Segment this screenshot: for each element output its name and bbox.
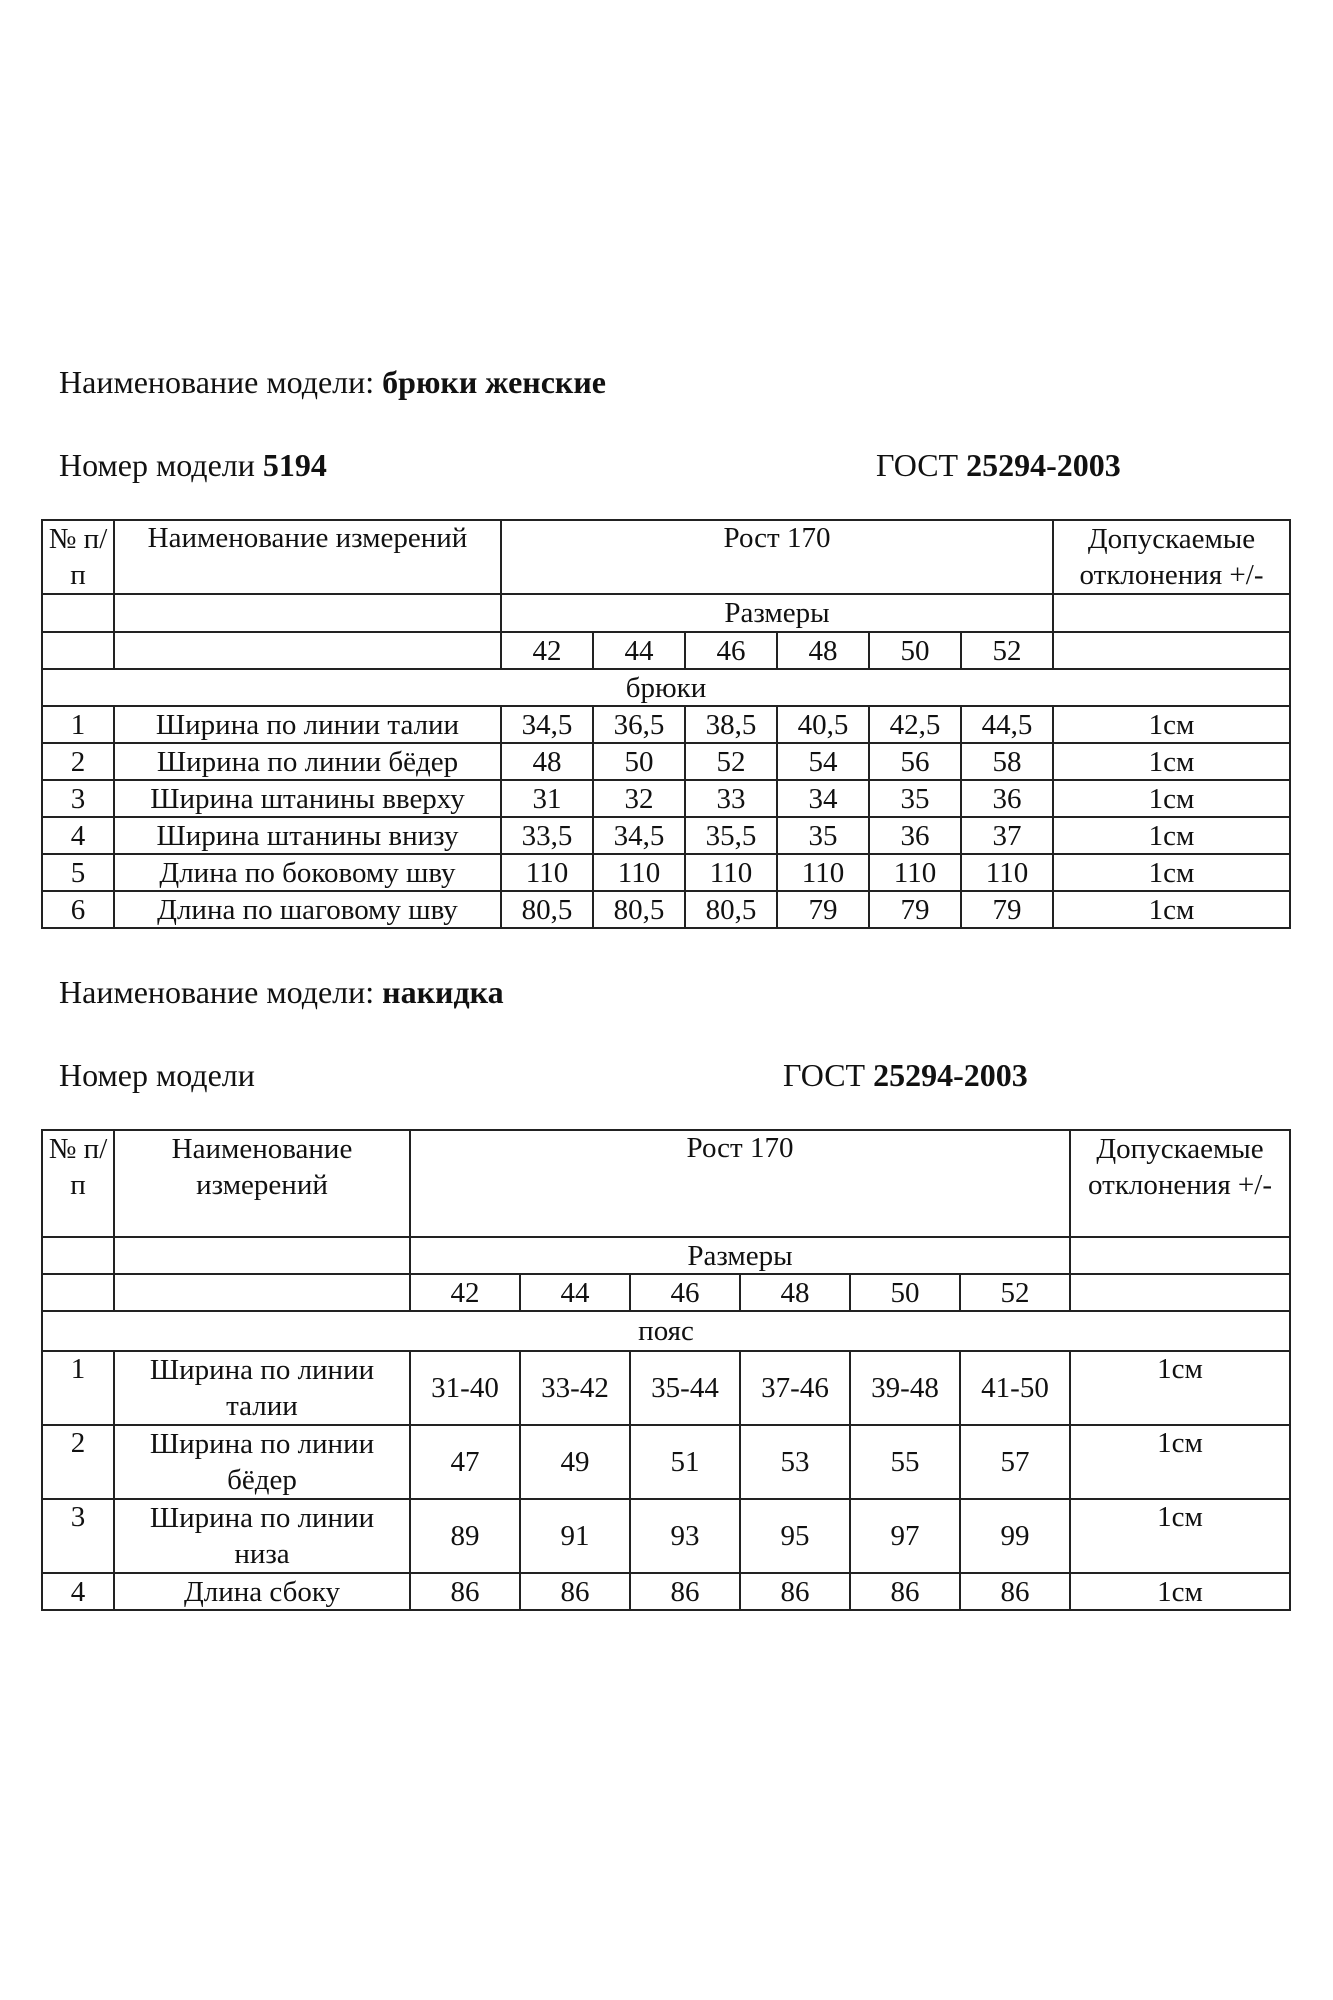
row-number: 1	[42, 1351, 114, 1425]
value-cell: 34,5	[501, 706, 593, 743]
value-cell: 35	[777, 817, 869, 854]
measurement-name: Длина по боковому шву	[114, 854, 501, 891]
value-cell: 79	[961, 891, 1053, 928]
model-number-line	[59, 1055, 255, 1095]
sizes-label: Размеры	[410, 1237, 1070, 1274]
table-row	[42, 706, 1290, 743]
sizes-row	[42, 632, 1290, 669]
value-cell: 80,5	[501, 891, 593, 928]
measurements-table-trousers	[41, 519, 1291, 929]
value-cell: 35,5	[685, 817, 777, 854]
value-cell: 80,5	[685, 891, 777, 928]
size-cell: 48	[777, 632, 869, 669]
sizes-label: Размеры	[501, 594, 1053, 632]
value-cell: 40,5	[777, 706, 869, 743]
value-cell: 86	[960, 1573, 1070, 1610]
row-number: 4	[42, 1573, 114, 1610]
value-cell: 91	[520, 1499, 630, 1573]
model-number-label: Номер модели	[59, 1057, 255, 1093]
sizes-row	[42, 1274, 1290, 1311]
table-row	[42, 780, 1290, 817]
value-cell: 53	[740, 1425, 850, 1499]
value-cell: 50	[593, 743, 685, 780]
group-row	[42, 669, 1290, 706]
measurement-name: Длина сбоку	[114, 1573, 410, 1610]
col-tolerance-header: Допускаемые отклонения +/-	[1070, 1130, 1290, 1237]
gost-value: 25294-2003	[873, 1057, 1028, 1093]
size-cell: 44	[593, 632, 685, 669]
model-number-value: 5194	[262, 447, 327, 483]
measurement-name: Длина по шаговому шву	[114, 891, 501, 928]
tolerance-cell: 1см	[1070, 1499, 1290, 1573]
model-name-line	[59, 362, 606, 402]
value-cell: 86	[520, 1573, 630, 1610]
value-cell: 80,5	[593, 891, 685, 928]
value-cell: 34	[777, 780, 869, 817]
model-name-label: Наименование модели:	[59, 974, 375, 1010]
size-cell: 42	[410, 1274, 520, 1311]
value-cell: 110	[777, 854, 869, 891]
value-cell: 49	[520, 1425, 630, 1499]
value-cell: 37-46	[740, 1351, 850, 1425]
value-cell: 79	[869, 891, 961, 928]
table-row	[42, 743, 1290, 780]
value-cell: 55	[850, 1425, 960, 1499]
row-number: 3	[42, 780, 114, 817]
value-cell: 44,5	[961, 706, 1053, 743]
table-row	[42, 1573, 1290, 1610]
value-cell: 33,5	[501, 817, 593, 854]
gost-label: ГОСТ	[876, 447, 959, 483]
measurements-table-cape	[41, 1129, 1291, 1611]
tolerance-cell: 1см	[1053, 817, 1290, 854]
measurement-name: Ширина по линии бёдер	[114, 1425, 410, 1499]
value-cell: 56	[869, 743, 961, 780]
row-number: 3	[42, 1499, 114, 1573]
model-name-value: накидка	[382, 974, 504, 1010]
size-cell: 46	[630, 1274, 740, 1311]
row-number: 4	[42, 817, 114, 854]
size-cell: 50	[850, 1274, 960, 1311]
measurement-name: Ширина по линии низа	[114, 1499, 410, 1573]
value-cell: 32	[593, 780, 685, 817]
value-cell: 31	[501, 780, 593, 817]
size-cell: 44	[520, 1274, 630, 1311]
value-cell: 110	[593, 854, 685, 891]
value-cell: 51	[630, 1425, 740, 1499]
value-cell: 33-42	[520, 1351, 630, 1425]
value-cell: 35	[869, 780, 961, 817]
sizes-label-row	[42, 594, 1290, 632]
value-cell: 38,5	[685, 706, 777, 743]
value-cell: 79	[777, 891, 869, 928]
size-cell: 46	[685, 632, 777, 669]
measurement-name: Ширина штанины внизу	[114, 817, 501, 854]
gost-line	[876, 445, 1121, 485]
model-number-label: Номер модели	[59, 447, 255, 483]
table-row	[42, 891, 1290, 928]
sizes-label-row	[42, 1237, 1290, 1274]
model-name-line	[59, 972, 504, 1012]
measurement-name: Ширина по линии талии	[114, 1351, 410, 1425]
table-row	[42, 1499, 1290, 1573]
col-name-header: Наименование измерений	[114, 1130, 410, 1237]
table-header-row	[42, 520, 1290, 594]
value-cell: 86	[410, 1573, 520, 1610]
size-cell: 52	[960, 1274, 1070, 1311]
value-cell: 35-44	[630, 1351, 740, 1425]
col-number-header: № п/п	[42, 1130, 114, 1237]
tolerance-cell: 1см	[1053, 854, 1290, 891]
value-cell: 33	[685, 780, 777, 817]
col-height-header: Рост 170	[501, 520, 1053, 594]
size-cell: 50	[869, 632, 961, 669]
model-number-line	[59, 445, 327, 485]
value-cell: 93	[630, 1499, 740, 1573]
group-label: брюки	[42, 669, 1290, 706]
value-cell: 37	[961, 817, 1053, 854]
value-cell: 36	[869, 817, 961, 854]
tolerance-cell: 1см	[1070, 1351, 1290, 1425]
measurement-name: Ширина штанины вверху	[114, 780, 501, 817]
value-cell: 110	[685, 854, 777, 891]
table-header-row	[42, 1130, 1290, 1237]
value-cell: 58	[961, 743, 1053, 780]
value-cell: 89	[410, 1499, 520, 1573]
group-row	[42, 1311, 1290, 1351]
value-cell: 86	[630, 1573, 740, 1610]
value-cell: 57	[960, 1425, 1070, 1499]
value-cell: 97	[850, 1499, 960, 1573]
measurement-name: Ширина по линии талии	[114, 706, 501, 743]
value-cell: 41-50	[960, 1351, 1070, 1425]
value-cell: 110	[501, 854, 593, 891]
col-name-header: Наименование измерений	[114, 520, 501, 594]
value-cell: 36,5	[593, 706, 685, 743]
row-number: 6	[42, 891, 114, 928]
size-cell: 48	[740, 1274, 850, 1311]
tolerance-cell: 1см	[1070, 1425, 1290, 1499]
value-cell: 39-48	[850, 1351, 960, 1425]
value-cell: 86	[850, 1573, 960, 1610]
row-number: 2	[42, 1425, 114, 1499]
value-cell: 86	[740, 1573, 850, 1610]
col-number-header: № п/п	[42, 520, 114, 594]
value-cell: 34,5	[593, 817, 685, 854]
col-tolerance-header: Допускаемые отклонения +/-	[1053, 520, 1290, 594]
value-cell: 110	[869, 854, 961, 891]
measurement-name: Ширина по линии бёдер	[114, 743, 501, 780]
value-cell: 54	[777, 743, 869, 780]
tolerance-cell: 1см	[1053, 743, 1290, 780]
value-cell: 99	[960, 1499, 1070, 1573]
model-name-value: брюки женские	[382, 364, 606, 400]
gost-value: 25294-2003	[966, 447, 1121, 483]
group-label: пояс	[42, 1311, 1290, 1351]
row-number: 1	[42, 706, 114, 743]
value-cell: 47	[410, 1425, 520, 1499]
value-cell: 95	[740, 1499, 850, 1573]
value-cell: 48	[501, 743, 593, 780]
gost-line	[783, 1055, 1028, 1095]
value-cell: 52	[685, 743, 777, 780]
table-row	[42, 854, 1290, 891]
table-row	[42, 1351, 1290, 1425]
table-row	[42, 817, 1290, 854]
tolerance-cell: 1см	[1053, 706, 1290, 743]
tolerance-cell: 1см	[1053, 780, 1290, 817]
value-cell: 31-40	[410, 1351, 520, 1425]
size-cell: 42	[501, 632, 593, 669]
row-number: 5	[42, 854, 114, 891]
model-name-label: Наименование модели:	[59, 364, 375, 400]
tolerance-cell: 1см	[1053, 891, 1290, 928]
gost-label: ГОСТ	[783, 1057, 866, 1093]
size-cell: 52	[961, 632, 1053, 669]
value-cell: 36	[961, 780, 1053, 817]
row-number: 2	[42, 743, 114, 780]
table-row	[42, 1425, 1290, 1499]
col-height-header: Рост 170	[410, 1130, 1070, 1237]
value-cell: 42,5	[869, 706, 961, 743]
value-cell: 110	[961, 854, 1053, 891]
tolerance-cell: 1см	[1070, 1573, 1290, 1610]
